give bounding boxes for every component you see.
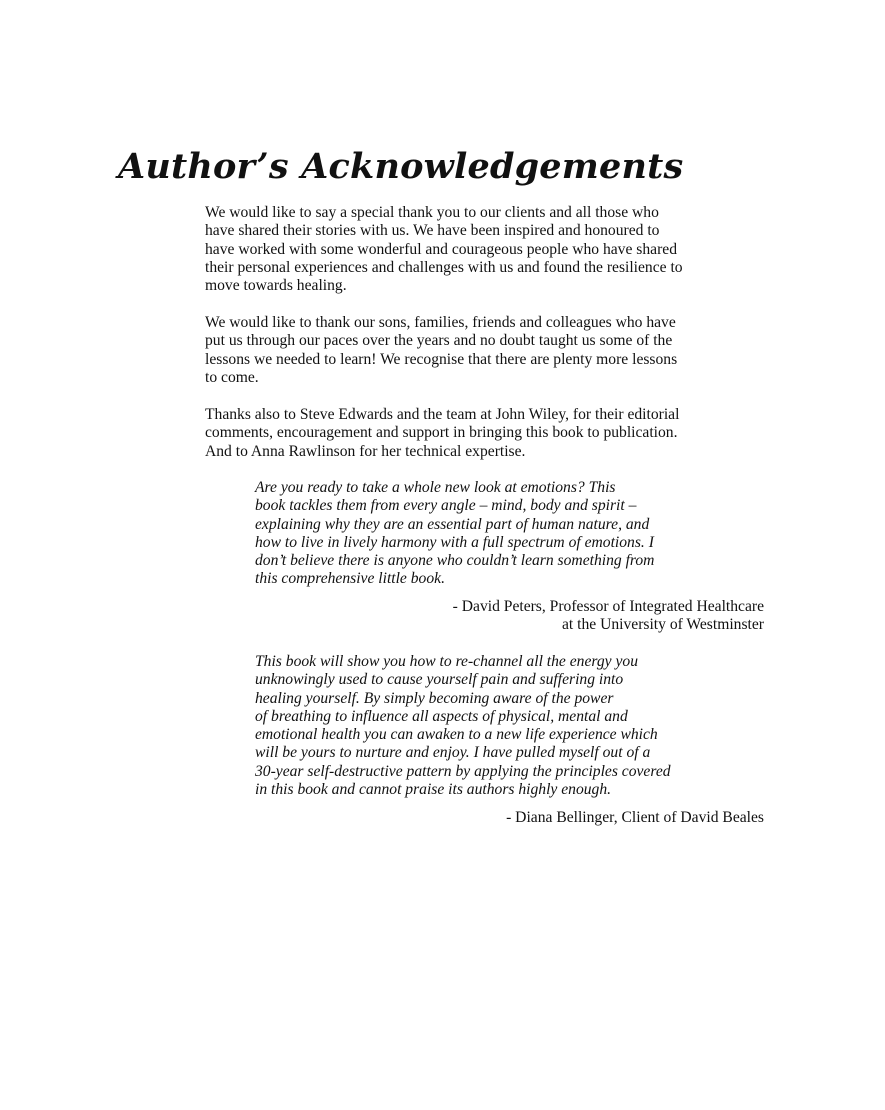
acknowledgement-paragraph-family bbox=[205, 314, 777, 387]
quote-line: how to live in lively harmony with a full spectrum of emotions. I bbox=[255, 533, 654, 551]
paragraph-line: their personal experiences and challenges with us and found the resilience to bbox=[205, 258, 683, 276]
quote-line: will be yours to nurture and enjoy. I have pulled myself out of a bbox=[255, 744, 651, 762]
paragraph-line: have shared their stories with us. We have been inspired and honoured to bbox=[205, 222, 660, 240]
quote-line: This book will show you how to re-channel all the energy you bbox=[255, 653, 639, 670]
quote-line: healing yourself. By simply becoming aware of the power bbox=[255, 689, 614, 707]
quote-line: this comprehensive little book. bbox=[255, 570, 445, 588]
paragraph-line: We would like to say a special thank you to our clients and all those who bbox=[205, 204, 659, 221]
quote-line: book tackles them from every angle – mind, body and spirit – bbox=[255, 497, 637, 515]
attribution-line: - Diana Bellinger, Client of David Beales bbox=[506, 809, 764, 826]
quote-line: don’t believe there is anyone who couldn’t learn something from bbox=[255, 552, 655, 570]
quote-line: unknowingly used to cause yourself pain and suffering into bbox=[255, 671, 624, 689]
page-title: Author’s Acknowledgements bbox=[118, 146, 684, 187]
paragraph-line: have worked with some wonderful and courageous people who have shared bbox=[205, 240, 677, 258]
quote-line: of breathing to influence all aspects of physical, mental and bbox=[255, 707, 628, 725]
attribution-line: - David Peters, Professor of Integrated Healthcare bbox=[452, 598, 764, 615]
paragraph-line: Thanks also to Steve Edwards and the team at John Wiley, for their editorial bbox=[205, 406, 680, 423]
paragraph-line: lessons we needed to learn! We recognise that there are plenty more lessons bbox=[205, 350, 678, 368]
quote-line: 30-year self-destructive pattern by applying the principles covered bbox=[255, 762, 671, 780]
paragraph-line: to come. bbox=[205, 368, 259, 386]
paragraph-line: put us through our paces over the years and no doubt taught us some of the bbox=[205, 332, 673, 350]
paragraph-line: comments, encouragement and support in bringing this book to publication. bbox=[205, 424, 678, 442]
quote-line: emotional health you can awaken to a new life experience which bbox=[255, 726, 658, 744]
testimonial-attribution-peters bbox=[453, 598, 764, 635]
quote-line: Are you ready to take a whole new look at emotions? This bbox=[255, 479, 616, 496]
attribution-line: at the University of Westminster bbox=[561, 616, 764, 634]
paragraph-line: move towards healing. bbox=[205, 277, 347, 295]
paragraph-line: We would like to thank our sons, families, friends and colleagues who have bbox=[205, 314, 676, 331]
paragraph-line: And to Anna Rawlinson for her technical expertise. bbox=[205, 442, 526, 460]
acknowledgement-paragraph-publisher bbox=[205, 406, 777, 461]
quote-line: explaining why they are an essential part of human nature, and bbox=[255, 515, 650, 533]
testimonial-attribution-bellinger bbox=[506, 809, 764, 827]
acknowledgement-paragraph-clients bbox=[205, 204, 777, 295]
quote-line: in this book and cannot praise its authors highly enough. bbox=[255, 781, 612, 799]
testimonial-quote-bellinger bbox=[255, 653, 725, 799]
testimonial-quote-peters bbox=[255, 479, 725, 589]
